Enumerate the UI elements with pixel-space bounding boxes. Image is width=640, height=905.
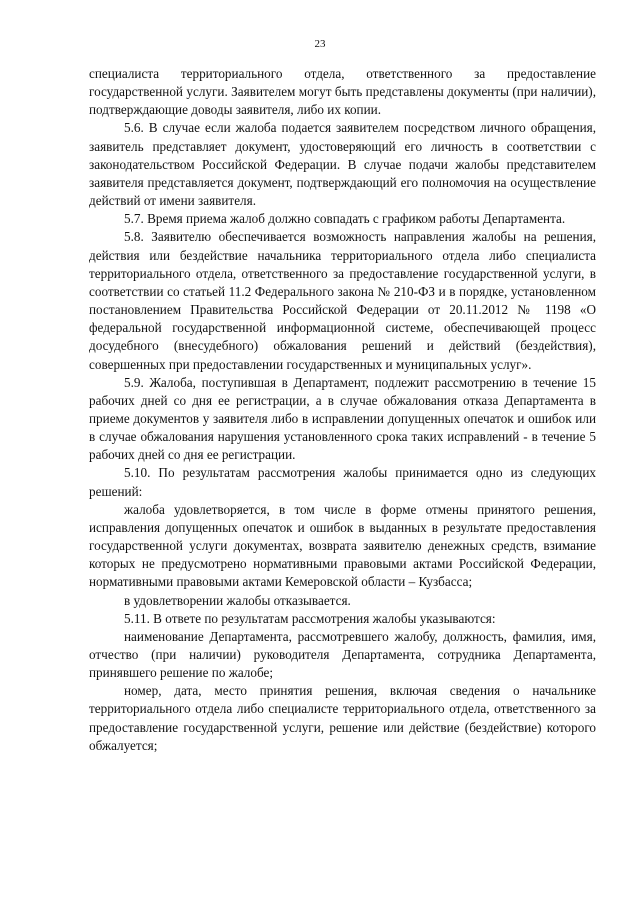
paragraph-continuation: специалиста территориального отдела, ответственного за предоставление государственной услуги. Заявителем могут быть представлены документы (при наличии), подтверждающие доводы заявителя, либо их копии. (89, 66, 596, 118)
paragraph-5-11: 5.11. В ответе по результатам рассмотрения жалобы указываются: (124, 610, 496, 626)
paragraph-decision-refused: в удовлетворении жалобы отказывается. (124, 592, 351, 608)
paragraph-decision-satisfied: жалоба удовлетворяется, в том числе в форме отмены принятого решения, исправления допущенных опечаток и ошибок в выданных в результате предоставления государственной услуги документах, возврата заявителю денежных средств, взимание которых не предусмотрено нормативными правовыми актами Российской Федерации, нормативными правовыми актами Кемеровской области – Кузбасса; (89, 501, 596, 590)
paragraph-5-8: 5.8. Заявителю обеспечивается возможность направления жалобы на решения, действия или бездействие начальника территориального отдела либо специалиста территориального отдела, ответственного за предоставление государственной услуги, в соответствии со статьей 11.2 Федерального закона № 210-ФЗ и в порядке, установленном постановлением Правительства Российской Федерации от 20.11.2012 № 1198 «О федеральной государственной информационной системе, обеспечивающей процесс досудебного (внесудебного) обжалования решений и действий (бездействия), совершенных при предоставлении государственных и муниципальных услуг». (89, 229, 596, 372)
paragraph-5-7: 5.7. Время приема жалоб должно совпадать с графиком работы Департамента. (124, 211, 566, 227)
paragraph-answer-decision-details: номер, дата, место принятия решения, включая сведения о начальнике территориального отдела либо специалисте территориального отдела, ответственного за предоставление государственной услуги, решение или действие (бездействие) которого обжалуется; (89, 683, 596, 753)
paragraph-answer-department-name: наименование Департамента, рассмотревшего жалобу, должность, фамилия, имя, отчество (при наличии) руководителя Департамента, сотрудника Департамента, принявшего решение по жалобе; (89, 628, 596, 681)
paragraph-5-10: 5.10. По результатам рассмотрения жалобы принимается одно из следующих решений: (89, 465, 596, 499)
page-number: 23 (314, 38, 326, 50)
paragraph-5-9: 5.9. Жалоба, поступившая в Департамент, подлежит рассмотрению в течение 15 рабочих дней со дня ее регистрации, а в случае обжалования отказа Департамента в приеме документов у заявителя либо в исправлении допущенных опечаток и ошибок или в случае обжалования нарушения установленного срока таких исправлений - в течение 5 рабочих дней со дня ее регистрации. (89, 374, 596, 463)
paragraph-5-6: 5.6. В случае если жалоба подается заявителем посредством личного обращения, заявитель представляет документ, удостоверяющий его личность в соответствии с законодательством Российской Федерации. В случае подачи жалобы представителем заявителя представляется документ, подтверждающий его полномочия на осуществление действий от имени заявителя. (89, 120, 596, 209)
document-body (89, 65, 596, 755)
